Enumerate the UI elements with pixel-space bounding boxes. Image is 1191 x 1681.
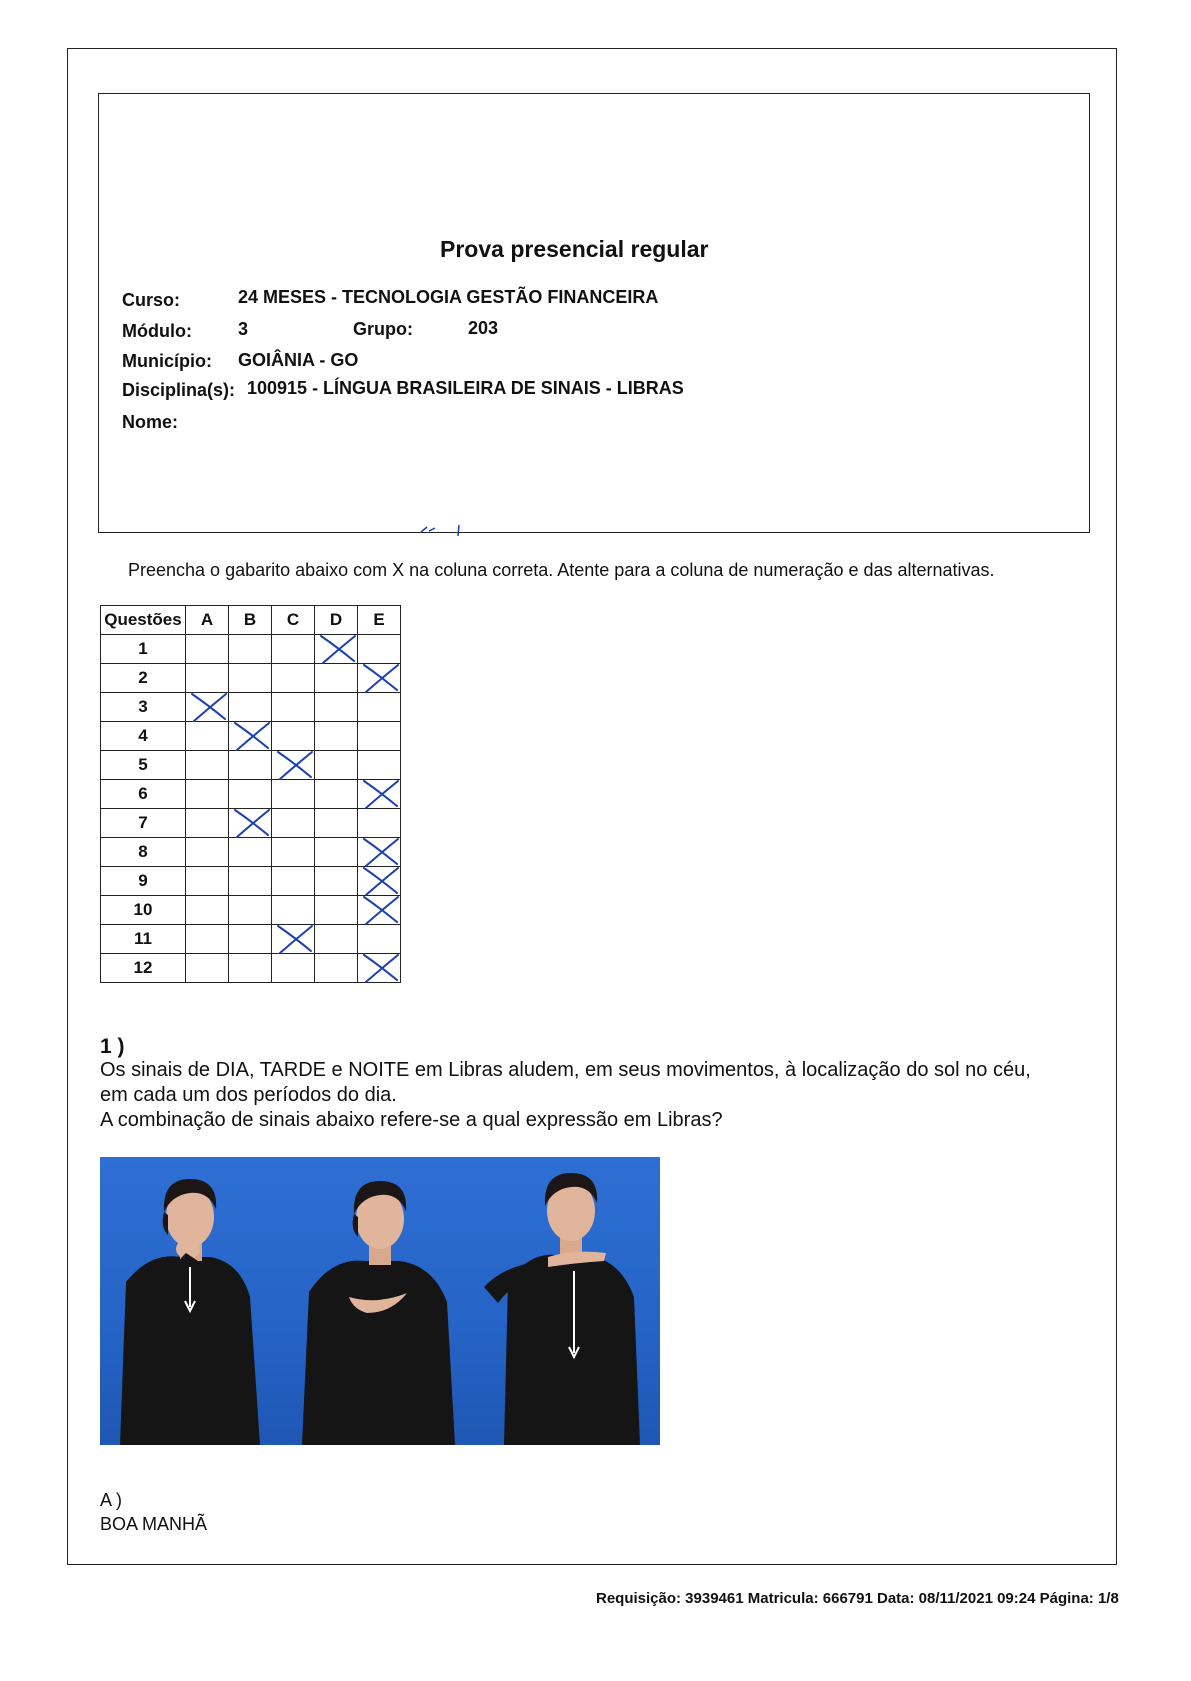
- name-label: Nome:: [122, 412, 179, 432]
- answer-cell[interactable]: [358, 635, 401, 664]
- question-1-line: Os sinais de DIA, TARDE e NOITE em Libras aludem, em seus movimentos, à localização do sol no céu,: [100, 1059, 1031, 1081]
- x-mark-icon: [360, 662, 400, 694]
- answer-cell[interactable]: [186, 664, 229, 693]
- answer-row: [101, 896, 401, 925]
- answer-cell[interactable]: [358, 954, 401, 983]
- stray-pen-mark: [415, 522, 465, 538]
- course-value: 24 MESES - TECNOLOGIA GESTÃO FINANCEIRA: [238, 287, 659, 307]
- x-mark-icon: [360, 894, 400, 926]
- libras-signs-photo: [100, 1157, 660, 1445]
- alternative-column-header: A: [186, 606, 229, 635]
- questions-column-header: Questões: [101, 606, 186, 635]
- discipline-label: Disciplina(s):: [122, 380, 236, 400]
- x-mark-icon: [360, 778, 400, 810]
- answer-row: [101, 635, 401, 664]
- answer-cell[interactable]: [272, 722, 315, 751]
- answer-cell[interactable]: [229, 693, 272, 722]
- alternative-a-text: BOA MANHÃ: [100, 1514, 208, 1534]
- answer-cell[interactable]: [186, 722, 229, 751]
- answer-cell[interactable]: [229, 751, 272, 780]
- alternative-column-header: B: [229, 606, 272, 635]
- exam-title: Prova presencial regular: [440, 236, 709, 262]
- answer-cell[interactable]: [315, 722, 358, 751]
- sign-photo-panel: [287, 1157, 473, 1445]
- group-label: Grupo:: [353, 319, 413, 339]
- answer-cell[interactable]: [186, 867, 229, 896]
- question-number-cell: 11: [101, 925, 186, 954]
- answer-row: [101, 693, 401, 722]
- sign-photo-panel: [100, 1157, 286, 1445]
- module-value: 3: [238, 319, 249, 339]
- answer-cell[interactable]: [272, 896, 315, 925]
- answer-cell[interactable]: [272, 809, 315, 838]
- question-number-cell: 5: [101, 751, 186, 780]
- answer-cell[interactable]: [315, 809, 358, 838]
- question-number-cell: 3: [101, 693, 186, 722]
- answer-cell[interactable]: [315, 751, 358, 780]
- exam-header-box: [98, 93, 1090, 533]
- alternative-a-label: A ): [100, 1490, 123, 1510]
- answer-cell[interactable]: [272, 867, 315, 896]
- question-number-cell: 9: [101, 867, 186, 896]
- answer-cell[interactable]: [186, 693, 229, 722]
- answer-cell[interactable]: [229, 780, 272, 809]
- x-mark-icon: [274, 923, 314, 955]
- answer-cell[interactable]: [358, 867, 401, 896]
- answer-cell[interactable]: [229, 838, 272, 867]
- answer-cell[interactable]: [358, 838, 401, 867]
- answer-cell[interactable]: [358, 722, 401, 751]
- answer-cell[interactable]: [272, 925, 315, 954]
- answer-cell[interactable]: [186, 780, 229, 809]
- answer-cell[interactable]: [229, 809, 272, 838]
- answer-cell[interactable]: [229, 635, 272, 664]
- answer-cell[interactable]: [186, 838, 229, 867]
- answer-cell[interactable]: [315, 664, 358, 693]
- group-value: 203: [468, 318, 499, 338]
- answer-row: [101, 780, 401, 809]
- question-number-cell: 1: [101, 635, 186, 664]
- answer-row: [101, 867, 401, 896]
- answer-row: [101, 722, 401, 751]
- answer-cell[interactable]: [186, 751, 229, 780]
- answer-cell[interactable]: [272, 664, 315, 693]
- x-mark-icon: [231, 807, 271, 839]
- course-label: Curso:: [122, 290, 180, 310]
- answer-row: [101, 809, 401, 838]
- answer-cell[interactable]: [315, 896, 358, 925]
- answer-cell[interactable]: [186, 809, 229, 838]
- question-1-number: 1 ): [100, 1035, 125, 1058]
- municipality-value: GOIÂNIA - GO: [238, 350, 359, 370]
- question-1-text: [100, 1058, 1110, 1133]
- answer-cell[interactable]: [315, 693, 358, 722]
- answer-cell[interactable]: [229, 867, 272, 896]
- x-mark-icon: [188, 691, 228, 723]
- x-mark-icon: [317, 633, 357, 665]
- x-mark-icon: [360, 952, 400, 984]
- answer-cell[interactable]: [358, 693, 401, 722]
- answer-cell[interactable]: [358, 664, 401, 693]
- municipality-label: Município:: [122, 351, 212, 371]
- module-label: Módulo:: [122, 321, 192, 341]
- answer-cell[interactable]: [358, 925, 401, 954]
- x-mark-icon: [231, 720, 271, 752]
- question-1-line: A combinação de sinais abaixo refere-se a qual expressão em Libras?: [100, 1109, 723, 1131]
- discipline-value: 100915 - LÍNGUA BRASILEIRA DE SINAIS - LIBRAS: [247, 378, 684, 398]
- answer-cell[interactable]: [272, 693, 315, 722]
- answer-cell[interactable]: [186, 635, 229, 664]
- answer-cell[interactable]: [229, 722, 272, 751]
- answer-cell[interactable]: [272, 780, 315, 809]
- answer-row: [101, 954, 401, 983]
- answer-row: [101, 838, 401, 867]
- x-mark-icon: [360, 865, 400, 897]
- answer-cell[interactable]: [358, 896, 401, 925]
- x-mark-icon: [360, 836, 400, 868]
- alternative-column-header: E: [358, 606, 401, 635]
- answer-cell[interactable]: [229, 664, 272, 693]
- answer-sheet-header-row: [101, 606, 401, 635]
- answer-cell[interactable]: [272, 954, 315, 983]
- answer-cell[interactable]: [229, 925, 272, 954]
- question-number-cell: 10: [101, 896, 186, 925]
- answer-cell[interactable]: [358, 809, 401, 838]
- answer-cell[interactable]: [186, 954, 229, 983]
- answer-cell[interactable]: [315, 925, 358, 954]
- alternative-column-header: D: [315, 606, 358, 635]
- answer-cell[interactable]: [315, 780, 358, 809]
- question-number-cell: 12: [101, 954, 186, 983]
- answer-sheet-grid: [100, 605, 401, 983]
- answer-row: [101, 664, 401, 693]
- alternative-column-header: C: [272, 606, 315, 635]
- question-1-line: em cada um dos períodos do dia.: [100, 1084, 397, 1106]
- answer-row: [101, 925, 401, 954]
- answer-cell[interactable]: [272, 751, 315, 780]
- answer-cell[interactable]: [186, 896, 229, 925]
- instructions-text: Preencha o gabarito abaixo com X na coluna correta. Atente para a coluna de numeração e das alternativas.: [128, 560, 995, 580]
- answer-cell[interactable]: [229, 896, 272, 925]
- answer-cell[interactable]: [229, 954, 272, 983]
- answer-cell[interactable]: [358, 780, 401, 809]
- answer-cell[interactable]: [186, 925, 229, 954]
- answer-sheet-body: [101, 635, 401, 983]
- question-number-cell: 6: [101, 780, 186, 809]
- question-number-cell: 4: [101, 722, 186, 751]
- sign-photo-panel: [474, 1157, 660, 1445]
- question-number-cell: 8: [101, 838, 186, 867]
- answer-cell[interactable]: [315, 635, 358, 664]
- x-mark-icon: [274, 749, 314, 781]
- answer-cell[interactable]: [272, 635, 315, 664]
- answer-cell[interactable]: [315, 867, 358, 896]
- answer-cell[interactable]: [315, 954, 358, 983]
- answer-cell[interactable]: [315, 838, 358, 867]
- question-number-cell: 7: [101, 809, 186, 838]
- question-number-cell: 2: [101, 664, 186, 693]
- answer-row: [101, 751, 401, 780]
- answer-cell[interactable]: [272, 838, 315, 867]
- answer-cell[interactable]: [358, 751, 401, 780]
- footer-request-info: Requisição: 3939461 Matricula: 666791 Data: 08/11/2021 09:24 Página: 1/8: [596, 1590, 1119, 1607]
